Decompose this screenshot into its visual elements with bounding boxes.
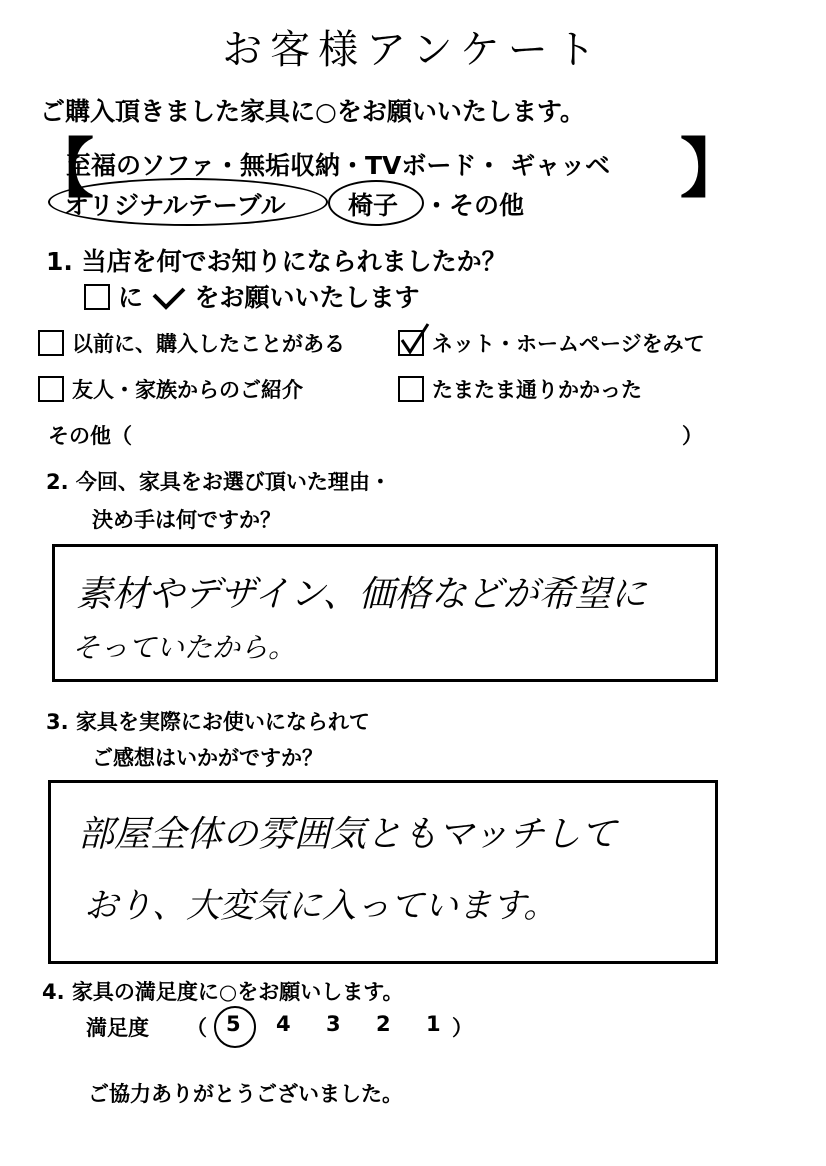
q1-instruction-pre: に <box>118 283 144 312</box>
rating-5[interactable]: 5 <box>226 1012 241 1036</box>
q4-open-paren: （ <box>186 1016 207 1040</box>
q1-option-friend[interactable] <box>38 374 303 404</box>
q3-answer-line2: おり、大変気に入っています。 <box>84 886 558 926</box>
furniture-option-table[interactable]: オリジナルテーブル <box>64 191 286 220</box>
q3-question-line2: ご感想はいかがですか？ <box>92 746 323 770</box>
q1-option-previous[interactable] <box>38 328 345 358</box>
q1-instruction-post: をお願いいたします <box>194 283 420 312</box>
checkmark-icon <box>398 322 432 356</box>
q1-option-passing[interactable] <box>398 374 642 404</box>
furniture-options-row1: 至福のソファ・無垢収納・TVボード・ ギャッベ <box>66 151 611 180</box>
left-bracket: 【 <box>30 133 94 207</box>
furniture-option-other[interactable]: ・その他 <box>424 191 525 220</box>
rating-2[interactable]: 2 <box>376 1012 391 1036</box>
q2-question-line1: 2. 今回、家具をお選び頂いた理由・ <box>46 470 391 494</box>
sample-checkbox <box>84 284 110 310</box>
q1-other-label: その他（ <box>48 424 132 448</box>
q4-question: 4. 家具の満足度に○をお願いします。 <box>42 980 404 1004</box>
q1-option-previous-label: 以前に、購入したことがある <box>72 332 345 356</box>
rating-1[interactable]: 1 <box>426 1012 441 1036</box>
q3-answer-line1: 部屋全体の雰囲気ともマッチして <box>78 814 617 855</box>
q1-instruction <box>84 278 419 314</box>
checkmark-icon <box>152 287 186 311</box>
q2-answer-line2: そっていたから。 <box>72 631 297 664</box>
q3-question-line1: 3. 家具を実際にお使いになられて <box>46 710 370 734</box>
furniture-option-chair[interactable]: 椅子 <box>348 191 399 220</box>
q1-question: 1. 当店を何でお知りになられましたか？ <box>46 247 507 276</box>
right-bracket: 】 <box>680 133 744 207</box>
rating-4[interactable]: 4 <box>276 1012 291 1036</box>
checkbox-previous[interactable] <box>38 330 64 356</box>
q1-other-close: ） <box>682 424 703 448</box>
q4-label: 満足度 <box>86 1016 149 1040</box>
purchase-instruction: ご購入頂きました家具に○をお願いいたします。 <box>40 97 585 126</box>
checkbox-friend[interactable] <box>38 376 64 402</box>
q2-answer-line1: 素材やデザイン、価格などが希望に <box>76 574 647 615</box>
q1-option-friend-label: 友人・家族からのご紹介 <box>72 378 303 402</box>
checkbox-passing[interactable] <box>398 376 424 402</box>
thanks-message: ご協力ありがとうございました。 <box>88 1082 403 1106</box>
rating-3[interactable]: 3 <box>326 1012 341 1036</box>
q1-option-internet-label: ネット・ホームページをみて <box>432 332 705 356</box>
q4-close-paren: ） <box>452 1016 473 1040</box>
q2-question-line2: 決め手は何ですか？ <box>92 508 281 532</box>
q1-option-internet[interactable] <box>398 328 705 358</box>
page-title: お客様アンケート <box>222 27 604 73</box>
checkbox-internet-checked[interactable] <box>398 330 424 356</box>
q1-option-passing-label: たまたま通りかかった <box>432 378 642 402</box>
